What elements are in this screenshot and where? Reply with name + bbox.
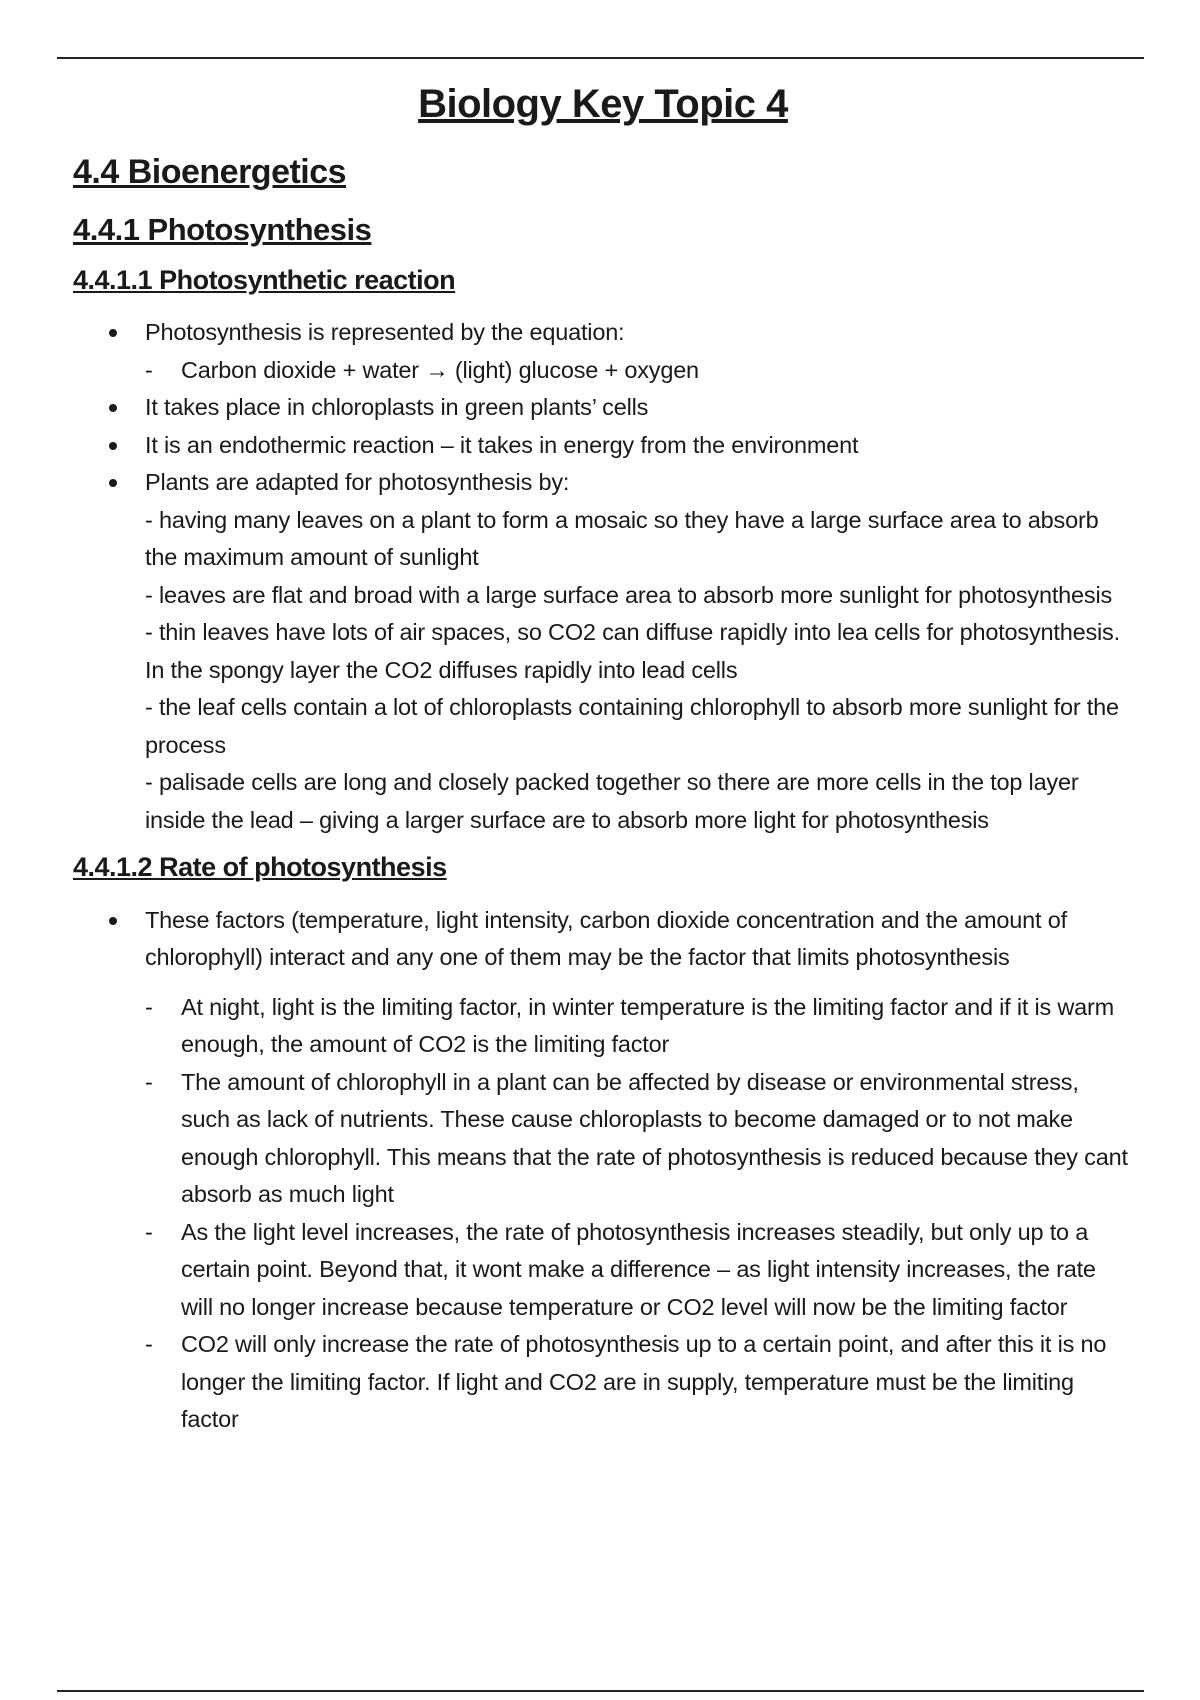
top-rule bbox=[57, 57, 1144, 59]
section-heading-4-4-1-2: 4.4.1.2 Rate of photosynthesis bbox=[73, 852, 447, 883]
sublist-text: At night, light is the limiting factor, in winter temperature is the limiting factor and if it is warm enough, the amount of CO2 is the limiting factor bbox=[181, 993, 1115, 1058]
adaptation-line: - palisade cells are long and closely packed together so there are more cells in the top layer inside the lead – giving a larger surface are to absorb more light for photosynthesis bbox=[145, 769, 1079, 833]
sublist-text: As the light level increases, the rate of photosynthesis increases steadily, but only up to a certain point. Beyond that, it wont make a difference – as light intensity increases, the rate will no longer increase because temperature or CO2 level will now be the limiting factor bbox=[181, 1218, 1096, 1320]
limiting-factor-sublist bbox=[145, 989, 1133, 1439]
dash-icon: - bbox=[145, 1218, 153, 1245]
dash-icon: - bbox=[145, 1331, 153, 1358]
bullet-icon bbox=[109, 917, 117, 925]
bullet-icon bbox=[109, 479, 117, 487]
bullet-icon bbox=[109, 329, 117, 337]
equation-sublist bbox=[145, 352, 1133, 390]
list-item bbox=[73, 314, 1133, 389]
bullet-text: These factors (temperature, light intensity, carbon dioxide concentration and the amount of chlorophyll) interact and any one of them may be the factor that limits photosynthesis bbox=[145, 906, 1067, 971]
adaptation-line: - the leaf cells contain a lot of chloroplasts containing chlorophyll to absorb more sunlight for the process bbox=[145, 694, 1119, 758]
bullet-icon bbox=[109, 404, 117, 412]
document-page bbox=[73, 76, 1133, 1439]
bullet-text: Plants are adapted for photosynthesis by: bbox=[145, 469, 570, 496]
bullet-icon bbox=[109, 442, 117, 450]
adaptation-line: - having many leaves on a plant to form a mosaic so they have a large surface area to absorb the maximum amount of sunlight bbox=[145, 506, 1099, 571]
dash-icon: - bbox=[145, 1068, 153, 1095]
sublist-item bbox=[145, 1326, 1133, 1439]
list-item bbox=[73, 427, 1133, 465]
list-item bbox=[73, 389, 1133, 427]
bullet-text: It is an endothermic reaction – it takes in energy from the environment bbox=[145, 431, 859, 458]
sublist-item bbox=[145, 989, 1133, 1064]
equation-text: Carbon dioxide + water → (light) glucose + oxygen bbox=[181, 356, 699, 383]
list-item bbox=[73, 464, 1133, 839]
dash-icon: - bbox=[145, 993, 153, 1020]
sublist-text: CO2 will only increase the rate of photosynthesis up to a certain point, and after this it is no longer the limiting factor. If light and CO2 are in supply, temperature must be the limiting factor bbox=[181, 1331, 1107, 1433]
document-title: Biology Key Topic 4 bbox=[418, 82, 788, 126]
dash-icon: - bbox=[145, 356, 153, 383]
adaptation-line: - leaves are flat and broad with a large surface area to absorb more sunlight for photosynthesis bbox=[145, 581, 1113, 608]
section-heading-4-4-1-1: 4.4.1.1 Photosynthetic reaction bbox=[73, 264, 456, 295]
section-heading-4-4-1: 4.4.1 Photosynthesis bbox=[73, 211, 372, 247]
bullet-text: Photosynthesis is represented by the equation: bbox=[145, 319, 625, 346]
bottom-rule bbox=[57, 1690, 1144, 1692]
adaptation-line: - thin leaves have lots of air spaces, so CO2 can diffuse rapidly into lea cells for photosynthesis. In the spongy layer the CO2 diffuses rapidly into lead cells bbox=[145, 619, 1120, 683]
sublist-item bbox=[145, 1214, 1133, 1327]
photosynthetic-reaction-list bbox=[73, 314, 1133, 839]
rate-of-photosynthesis-list bbox=[73, 902, 1133, 977]
sublist-item bbox=[145, 1064, 1133, 1214]
sublist-text: The amount of chlorophyll in a plant can be affected by disease or environmental stress, such as lack of nutrients. These cause chloroplasts to become damaged or to not make enough chlorophyll. This means that the rate of photosynthesis is reduced because they cant absorb as much light bbox=[181, 1068, 1128, 1208]
bullet-text: It takes place in chloroplasts in green plants’ cells bbox=[145, 394, 649, 421]
list-item bbox=[73, 902, 1133, 977]
sublist-item bbox=[145, 352, 1133, 390]
section-heading-4-4: 4.4 Bioenergetics bbox=[73, 153, 347, 191]
